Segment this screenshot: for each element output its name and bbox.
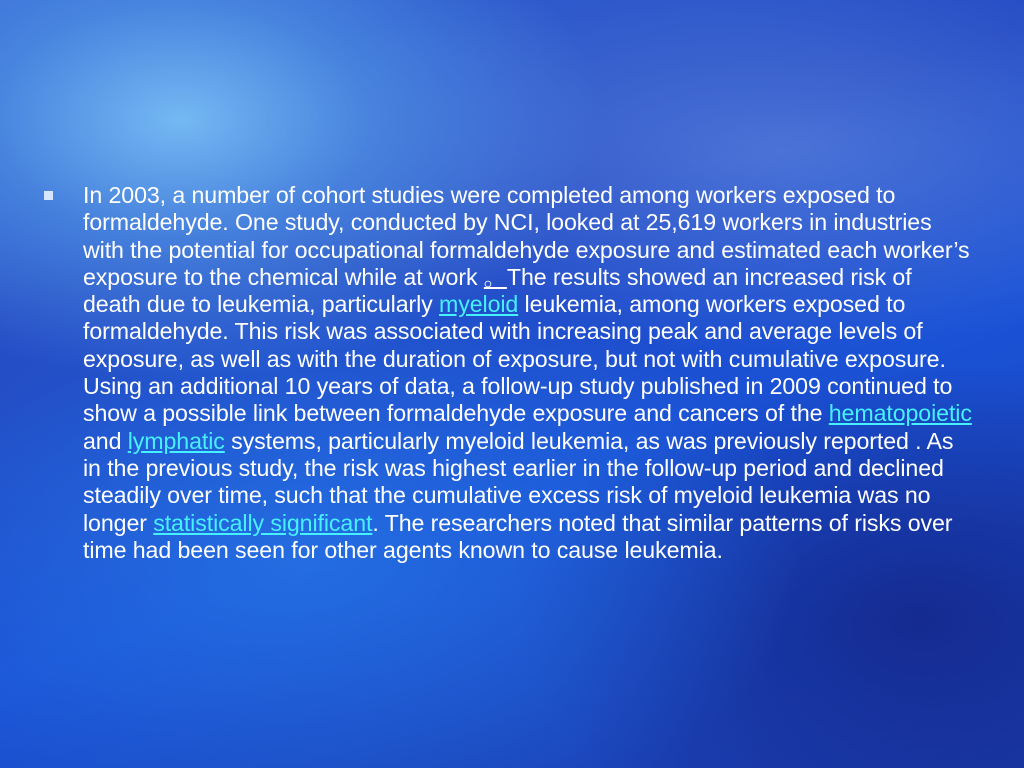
paragraph-text-6: . The researchers noted that similar patterns of risks over time had been seen for other agents known to cause leukemia. [83, 509, 953, 563]
paragraph-text-3: leukemia, among workers exposed to formaldehyde. This risk was associated with increasing peak and average levels of exposure, as well as with the duration of exposure, but not with cumulative exposure. Using an additional 10 years of data, a follow-up study published in 2009 continued to show a possible link between formaldehyde exposure and cancers of the [83, 291, 953, 427]
hematopoietic-link[interactable]: hematopoietic [828, 400, 972, 427]
paragraph-text-1: In 2003, a number of cohort studies were completed among workers exposed to formaldehyde. One study, conducted by NCI, looked at 25,619 workers in industries with the potential for occupational formaldehyde exposure and estimated each worker’s exposure to the chemical while at work [83, 182, 970, 290]
bullet-paragraph [83, 182, 973, 564]
statistically-significant-link[interactable]: statistically significant [153, 509, 373, 536]
citation-link[interactable]: 。 [483, 263, 507, 290]
lymphatic-link[interactable]: lymphatic [127, 427, 225, 454]
paragraph-text-2: The results showed an increased risk of death due to leukemia, particularly [83, 263, 912, 318]
bullet-item [44, 182, 974, 564]
square-bullet-icon [44, 191, 53, 200]
paragraph-text-5: systems, particularly myeloid leukemia, as was previously reported . As in the previous study, the risk was highest earlier in the follow-up period and declined steadily over time, such that the cumulative excess risk of myeloid leukemia was no longer [83, 427, 954, 536]
myeloid-link[interactable]: myeloid [439, 291, 519, 318]
paragraph-text-4: and [83, 427, 128, 454]
